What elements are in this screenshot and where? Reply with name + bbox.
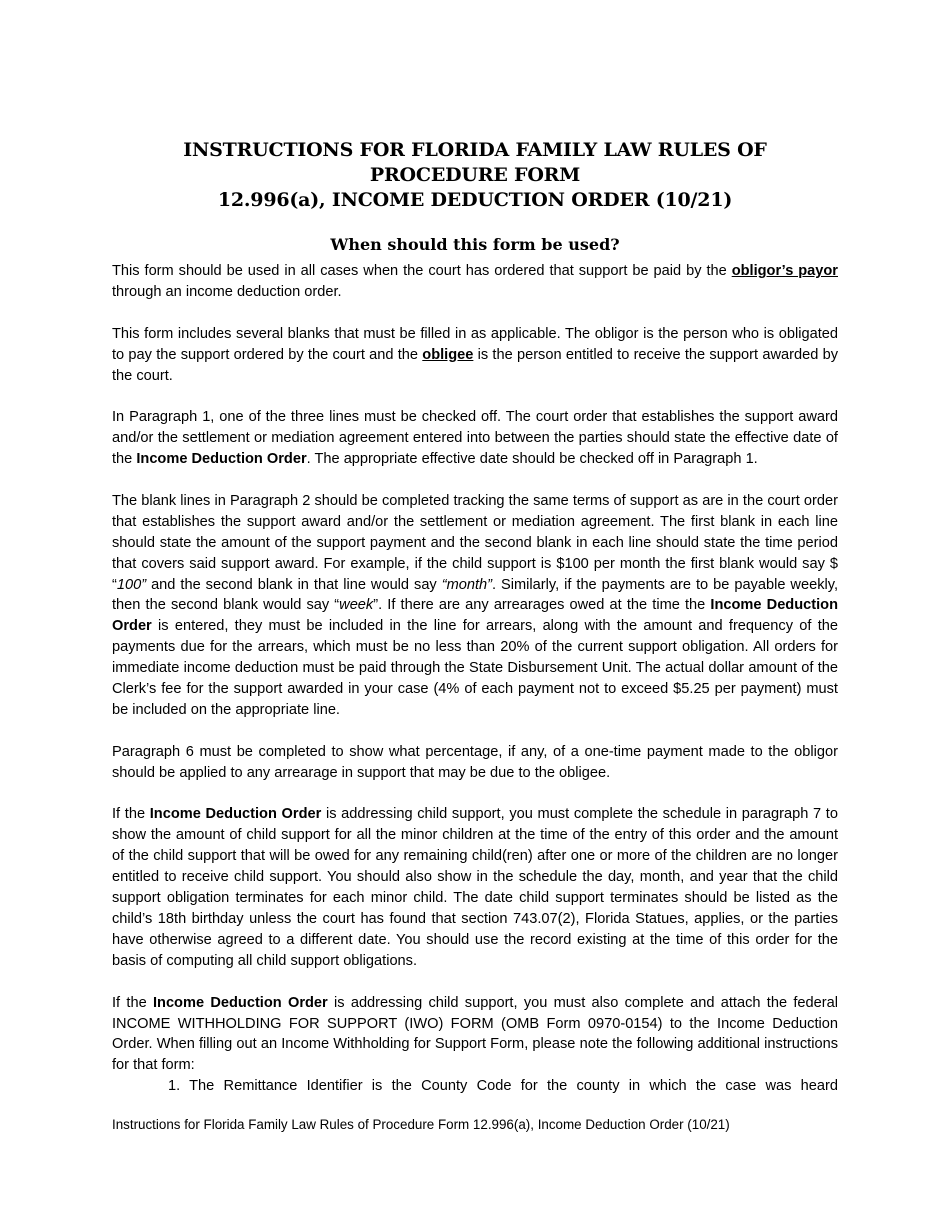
- text-run: This form includes several blanks that must be filled in as applicable. The obligor is the person who is obligated to pay the support ordered by the court and the: [112, 325, 838, 363]
- text-run: is addressing child support, you must complete the schedule in paragraph 7 to show the amount of child support for all the minor children at the time of the entry of this order and the amount of the child support that will be owed for any remaining child(ren) after one or more of the children are no longer entitled to receive child support. You should also show in the schedule the day, month, and year that the child support obligation terminates for each minor child. The date child support terminates should be listed as the child’s 18th birthday unless the court has found that section 743.07(2), Florida Statues, applies, or the parties have otherwise agreed to a different date. You should use the record existing at the time of this order for the basis of computing all child support obligations.: [112, 806, 838, 969]
- text-run: and the second blank in that line would say: [146, 576, 442, 593]
- text-run: through an income deduction order.: [112, 283, 342, 300]
- example-month: “month”: [441, 576, 492, 593]
- page-footer: Instructions for Florida Family Law Rules of Procedure Form 12.996(a), Income Deduction Order (10/21): [112, 1117, 730, 1132]
- text-run: In Paragraph 1, one of the three lines must be checked off. The court order that establishes the support award and/or the settlement or mediation agreement entered into between the parties should state the effective date of the: [112, 409, 838, 468]
- text-run: is addressing child support, you must also complete and attach the federal INCOME WITHHOLDING FOR SUPPORT (IWO) FORM (OMB Form 0970-0154) to the Income Deduction Order. When filling out an Income Withholding for Support Form, please note the following additional instructions for that form:: [112, 994, 838, 1074]
- paragraph-form-usage: [112, 261, 838, 303]
- defined-term-obligee: obligee: [422, 346, 474, 363]
- defined-term-obligors-payor: obligor’s payor: [731, 263, 838, 279]
- paragraph-2-instructions: [112, 491, 838, 721]
- paragraph-iwo-form: [112, 993, 838, 1077]
- example-week: week: [339, 597, 374, 614]
- text-run: ”. If there are any arrearages owed at the time the: [373, 597, 711, 614]
- text-run: . The appropriate effective date should be checked off in Paragraph 1.: [306, 451, 758, 468]
- paragraph-1-instructions: [112, 407, 838, 470]
- term-income-deduction-order: Income Deduction Order: [112, 597, 838, 635]
- paragraph-7-instructions: [112, 804, 838, 971]
- title-line-2: 12.996(a), INCOME DEDUCTION ORDER (10/21): [217, 189, 733, 211]
- list-item-remittance-identifier: 1. The Remittance Identifier is the County Code for the county in which the case was heard: [168, 1078, 838, 1095]
- document-page: [112, 138, 838, 1097]
- text-run: If the: [112, 806, 150, 823]
- text-run: If the: [112, 994, 153, 1011]
- example-amount: 100”: [116, 576, 147, 593]
- text-run: is entered, they must be included in the line for arrears, along with the amount and frequency of the payments due for the arrears, which must be no less than 20% of the current support obligation. All orders for immediate income deduction must be paid through the State Disbursement Unit. The actual dollar amount of the Clerk’s fee for the support awarded in your case (4% of each payment not to exceed $5.25 per payment) must be included on the appropriate line.: [112, 618, 838, 718]
- text-run: The blank lines in Paragraph 2 should be completed tracking the same terms of support as are in the court order that establishes the support award and/or the settlement or mediation agreement. The first blank in each line should state the amount of the support payment and the second blank in each line should state the time period that covers said support award. For example, if the child support is $100 per month the first blank would say $ “: [112, 492, 838, 593]
- paragraph-6-instructions: Paragraph 6 must be completed to show what percentage, if any, of a one-time payment made to the obligor should be applied to any arrearage in support that may be due to the obligee.: [112, 743, 838, 781]
- term-income-deduction-order: Income Deduction Order: [149, 806, 322, 823]
- text-run: This form should be used in all cases when the court has ordered that support be paid by the: [112, 263, 732, 279]
- text-run: . Similarly, if the payments are to be payable weekly, then the second blank would say “: [112, 576, 839, 614]
- term-income-deduction-order: Income Deduction Order: [152, 994, 328, 1011]
- term-income-deduction-order: Income Deduction Order: [136, 451, 307, 468]
- section-heading: When should this form be used?: [330, 235, 620, 254]
- title-line-1: INSTRUCTIONS FOR FLORIDA FAMILY LAW RULES OF PROCEDURE FORM: [183, 139, 767, 186]
- paragraph-blanks: [112, 324, 838, 387]
- text-run: is the person entitled to receive the support awarded by the court.: [112, 346, 838, 384]
- page-title: [112, 138, 838, 213]
